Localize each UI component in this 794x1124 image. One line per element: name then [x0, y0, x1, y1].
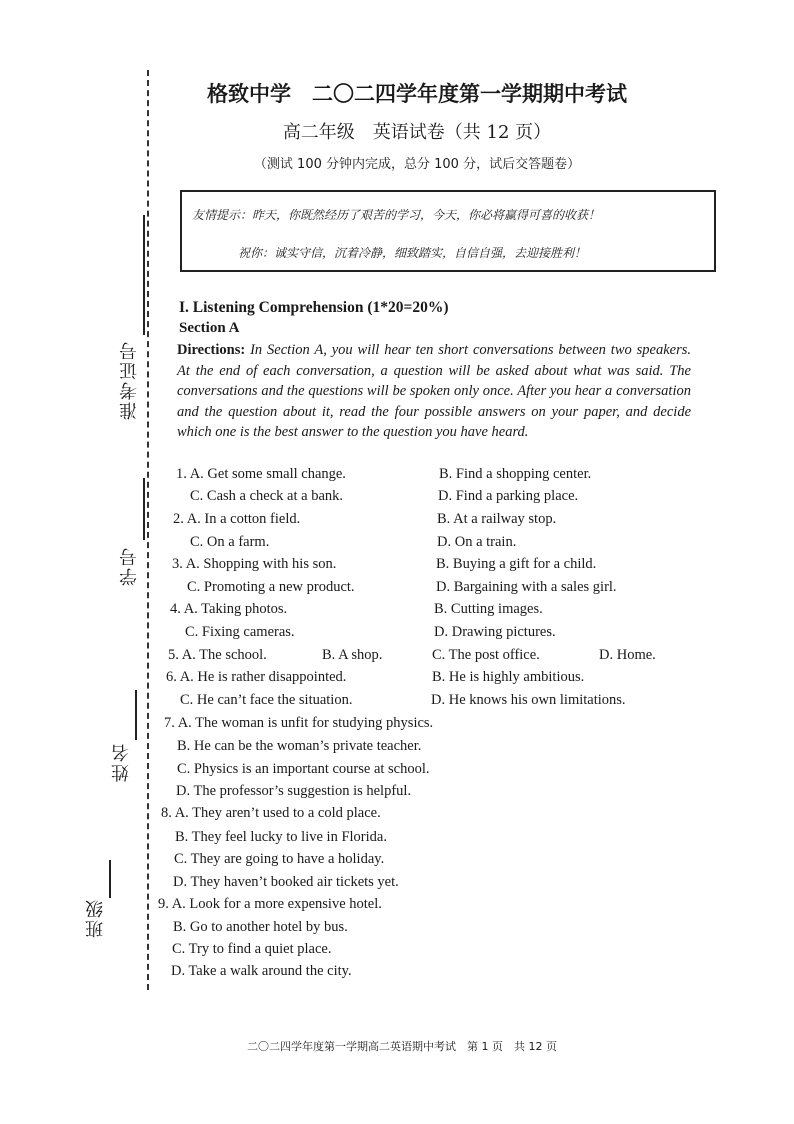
q7-option-d: D. The professor’s suggestion is helpful.	[176, 783, 412, 799]
q9-option-d: D. Take a walk around the city.	[171, 963, 352, 979]
q8-option-c: C. They are going to have a holiday.	[174, 851, 385, 867]
exam-id-label: 准考证号	[119, 340, 140, 420]
q5-option-d: D. Home.	[599, 647, 656, 663]
q2-option-a: 2. A. In a cotton field.	[173, 511, 301, 527]
q5-option-a: 5. A. The school.	[168, 647, 267, 663]
q2-option-b: B. At a railway stop.	[437, 511, 557, 527]
q4-option-b: B. Cutting images.	[434, 601, 543, 617]
q5-option-b: B. A shop.	[322, 647, 383, 663]
class-field[interactable]	[109, 860, 111, 898]
directions-label: Directions:	[177, 342, 246, 358]
q9-option-c: C. Try to find a quiet place.	[172, 941, 332, 957]
q8-option-d: D. They haven’t booked air tickets yet.	[173, 874, 399, 890]
binding-dashed-line	[147, 70, 149, 990]
q3-option-c: C. Promoting a new product.	[187, 579, 355, 595]
q6-option-b: B. He is highly ambitious.	[432, 669, 585, 685]
section-title: I. Listening Comprehension (1*20=20%)	[179, 299, 449, 316]
q7-option-b: B. He can be the woman’s private teacher.	[177, 738, 422, 754]
directions	[177, 340, 691, 443]
page-footer: 二〇二四学年度第一学期高二英语期中考试 第 1 页 共 12 页	[247, 1040, 557, 1053]
q9-option-b: B. Go to another hotel by bus.	[173, 919, 348, 935]
name-label: 姓名	[111, 742, 132, 782]
q2-option-c: C. On a farm.	[190, 534, 270, 550]
student-no-label: 学号	[119, 546, 140, 586]
exam-subtitle: 高二年级 英语试卷（共 12 页）	[282, 122, 552, 143]
notice-box	[180, 190, 716, 272]
q4-option-c: C. Fixing cameras.	[185, 624, 295, 640]
exam-note: （测试 100 分钟内完成，总分 100 分，试后交答题卷）	[253, 157, 581, 172]
student-no-field[interactable]	[143, 478, 145, 540]
section-subtitle: Section A	[179, 320, 240, 336]
q4-option-d: D. Drawing pictures.	[434, 624, 556, 640]
notice-line-2: 祝你：诚实守信，沉着冷静，细致踏实，自信自强，去迎接胜利！	[238, 246, 587, 260]
q3-option-a: 3. A. Shopping with his son.	[172, 556, 337, 572]
q7-option-c: C. Physics is an important course at school.	[177, 761, 430, 777]
exam-title: 格致中学 二〇二四学年度第一学期期中考试	[207, 82, 627, 106]
q8-option-a: 8. A. They aren’t used to a cold place.	[161, 805, 381, 821]
q1-option-a: 1. A. Get some small change.	[176, 466, 346, 482]
q8-option-b: B. They feel lucky to live in Florida.	[175, 829, 387, 845]
q1-option-d: D. Find a parking place.	[438, 488, 579, 504]
q3-option-d: D. Bargaining with a sales girl.	[436, 579, 617, 595]
q7-option-a: 7. A. The woman is unfit for studying physics.	[164, 715, 434, 731]
q1-option-c: C. Cash a check at a bank.	[190, 488, 344, 504]
q6-option-d: D. He knows his own limitations.	[431, 692, 626, 708]
q2-option-d: D. On a train.	[437, 534, 517, 550]
notice-line-1: 友情提示：昨天，你既然经历了艰苦的学习，今天，你必将赢得可喜的收获！	[192, 208, 601, 222]
q6-option-c: C. He can’t face the situation.	[180, 692, 353, 708]
q4-option-a: 4. A. Taking photos.	[170, 601, 288, 617]
exam-id-field[interactable]	[143, 215, 145, 335]
class-label: 班级	[85, 898, 106, 938]
q6-option-a: 6. A. He is rather disappointed.	[166, 669, 347, 685]
q3-option-b: B. Buying a gift for a child.	[436, 556, 597, 572]
directions-text: In Section A, you will hear ten short conversations between two speakers. At the end of each conversation, a question will be asked about what was said. The conversations and the questions will be spoken only once. After you hear a conversation and the question about it, read the four possible answers on your paper, and decide which one is the best answer to the question you have heard.	[177, 342, 692, 441]
q1-option-b: B. Find a shopping center.	[439, 466, 592, 482]
q9-option-a: 9. A. Look for a more expensive hotel.	[158, 896, 382, 912]
q5-option-c: C. The post office.	[432, 647, 540, 663]
name-field[interactable]	[135, 690, 137, 740]
